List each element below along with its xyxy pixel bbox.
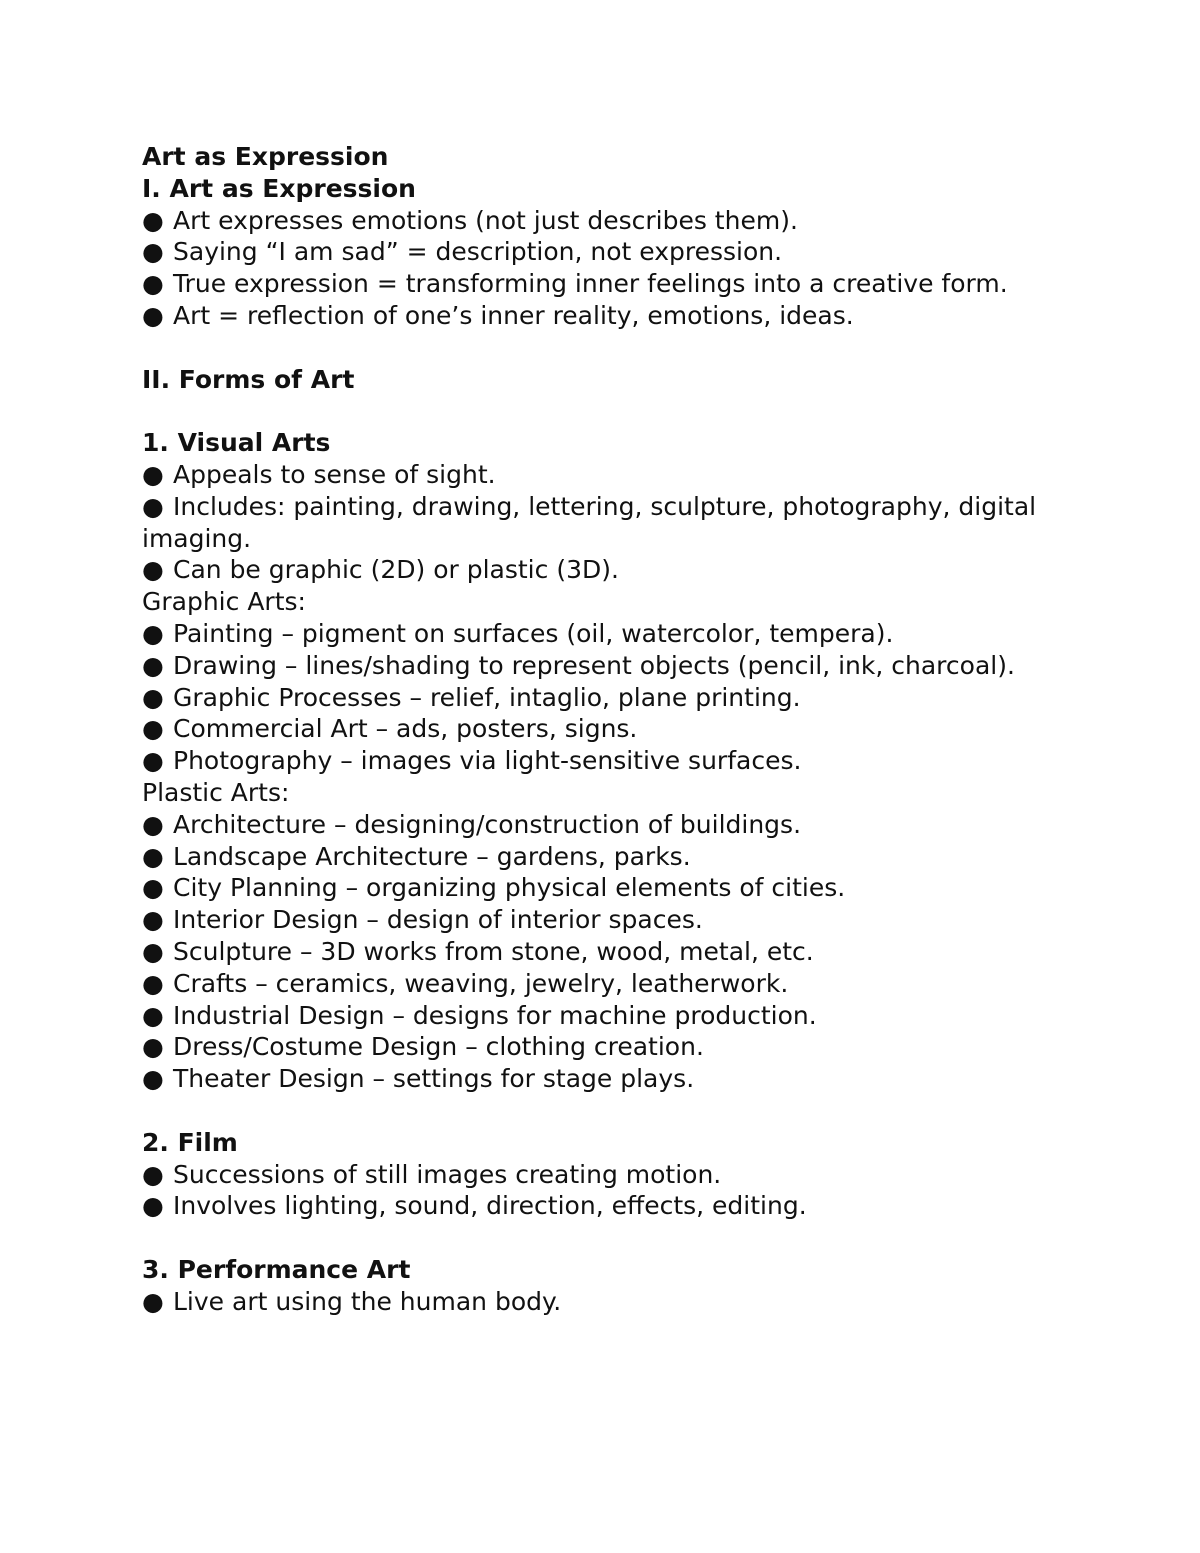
list-item (142, 713, 1072, 745)
list-item (142, 650, 1072, 682)
list-item (142, 904, 1072, 936)
bullet-icon: ● (142, 459, 164, 489)
list-item (142, 618, 1072, 650)
bullet-icon: ● (142, 1286, 164, 1316)
graphic-arts-label: Graphic Arts: (142, 587, 306, 617)
list-item-text: Includes: painting, drawing, lettering, sculpture, photography, digital imaging. (142, 491, 1045, 553)
bullet-icon: ● (142, 873, 164, 903)
list-item-text: Drawing – lines/shading to represent objects (pencil, ink, charcoal). (173, 650, 1015, 680)
bullet-icon: ● (142, 300, 164, 330)
bullet-icon: ● (142, 841, 164, 871)
spacer (142, 1095, 1072, 1127)
list-item-text: Live art using the human body. (173, 1286, 562, 1316)
list-item (142, 459, 1072, 491)
list-item-text: Dress/Costume Design – clothing creation. (173, 1032, 704, 1062)
section-heading-forms-of-art: II. Forms of Art (142, 364, 355, 394)
document-page (142, 141, 1072, 1317)
list-item (142, 300, 1072, 332)
list-item-text: Photography – images via light-sensitive surfaces. (173, 746, 802, 776)
bullet-icon: ● (142, 809, 164, 839)
list-item (142, 968, 1072, 1000)
document-title: Art as Expression (142, 142, 389, 171)
plastic-arts-label: Plastic Arts: (142, 777, 290, 807)
spacer (142, 332, 1072, 364)
bullet-icon: ● (142, 555, 164, 585)
bullet-icon: ● (142, 968, 164, 998)
list-item-text: Commercial Art – ads, posters, signs. (173, 714, 638, 744)
bullet-icon: ● (142, 714, 164, 744)
list-item (142, 872, 1072, 904)
bullet-icon: ● (142, 491, 164, 521)
subsection-heading-film: 2. Film (142, 1127, 238, 1157)
list-item (142, 1000, 1072, 1032)
list-item (142, 205, 1072, 237)
list-item-text: Landscape Architecture – gardens, parks. (173, 841, 691, 871)
bullet-icon: ● (142, 682, 164, 712)
list-item (142, 554, 1072, 586)
list-item-text: Involves lighting, sound, direction, effects, editing. (173, 1191, 807, 1221)
list-item-text: City Planning – organizing physical elements of cities. (173, 873, 846, 903)
list-item (142, 491, 1072, 555)
list-item (142, 1063, 1072, 1095)
subsection-heading-visual-arts: 1. Visual Arts (142, 428, 331, 458)
list-item-text: Art expresses emotions (not just describes them). (173, 205, 798, 235)
list-item-text: Theater Design – settings for stage plays. (173, 1064, 695, 1094)
bullet-icon: ● (142, 205, 164, 235)
list-item-text: Saying “I am sad” = description, not expression. (173, 237, 783, 267)
list-item-text: Architecture – designing/construction of buildings. (173, 809, 802, 839)
list-item-text: Graphic Processes – relief, intaglio, plane printing. (173, 682, 801, 712)
list-item-text: Appeals to sense of sight. (173, 459, 496, 489)
bullet-icon: ● (142, 1032, 164, 1062)
spacer (142, 1222, 1072, 1254)
subsection-heading-performance-art: 3. Performance Art (142, 1254, 411, 1284)
bullet-icon: ● (142, 618, 164, 648)
list-item (142, 1286, 1072, 1318)
list-item-text: True expression = transforming inner feelings into a creative form. (173, 269, 1008, 299)
list-item (142, 1159, 1072, 1191)
list-item-text: Can be graphic (2D) or plastic (3D). (173, 555, 619, 585)
list-item-text: Interior Design – design of interior spaces. (173, 905, 703, 935)
list-item (142, 936, 1072, 968)
bullet-icon: ● (142, 650, 164, 680)
bullet-icon: ● (142, 746, 164, 776)
list-item-text: Painting – pigment on surfaces (oil, watercolor, tempera). (173, 618, 894, 648)
bullet-icon: ● (142, 936, 164, 966)
bullet-icon: ● (142, 269, 164, 299)
bullet-icon: ● (142, 237, 164, 267)
list-item (142, 236, 1072, 268)
spacer (142, 395, 1072, 427)
list-item-text: Successions of still images creating motion. (173, 1159, 722, 1189)
list-item (142, 268, 1072, 300)
list-item-text: Sculpture – 3D works from stone, wood, metal, etc. (173, 936, 814, 966)
list-item (142, 1190, 1072, 1222)
bullet-icon: ● (142, 1191, 164, 1221)
list-item (142, 682, 1072, 714)
section-heading-art-as-expression: I. Art as Expression (142, 173, 416, 203)
list-item-text: Crafts – ceramics, weaving, jewelry, leatherwork. (173, 968, 789, 998)
list-item (142, 841, 1072, 873)
bullet-icon: ● (142, 905, 164, 935)
list-item-text: Industrial Design – designs for machine production. (173, 1000, 817, 1030)
bullet-icon: ● (142, 1064, 164, 1094)
bullet-icon: ● (142, 1159, 164, 1189)
list-item-text: Art = reflection of one’s inner reality, emotions, ideas. (173, 300, 854, 330)
list-item (142, 809, 1072, 841)
list-item (142, 745, 1072, 777)
bullet-icon: ● (142, 1000, 164, 1030)
list-item (142, 1031, 1072, 1063)
